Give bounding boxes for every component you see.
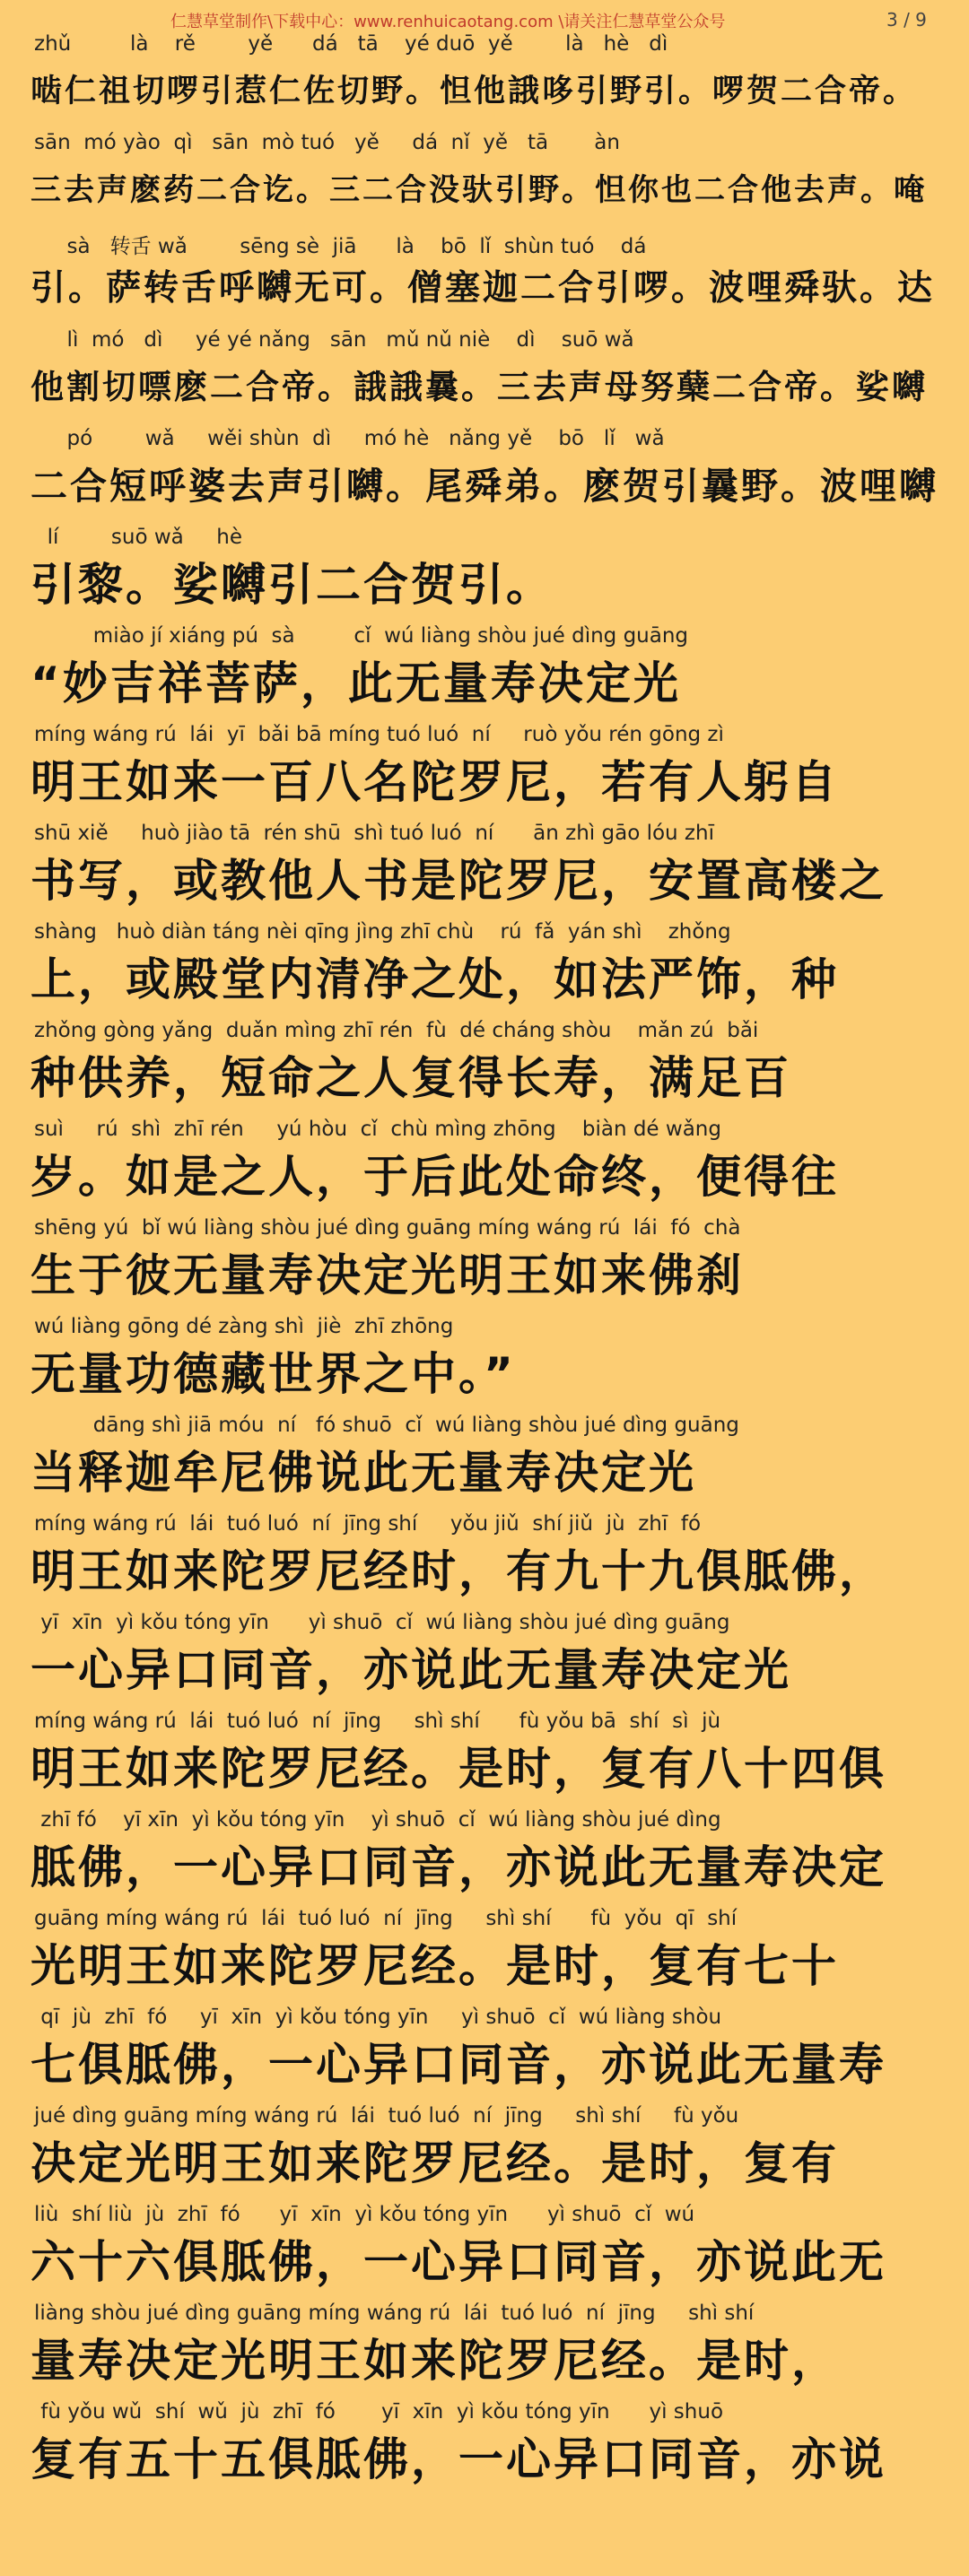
text-line: [31, 1112, 946, 1211]
pinyin-line: jué dìng guāng míng wáng rú lái tuó luó ní jīng shì shí fù yǒu: [34, 2104, 739, 2128]
pinyin-line: shēng yú bǐ wú liàng shòu jué dìng guāng míng wáng rú lái fó chà: [34, 1216, 741, 1240]
pinyin-line: sà 转舌 wǎ sēng sè jiā là bō lǐ shùn tuó dá: [34, 235, 647, 258]
text-line: [31, 718, 946, 816]
header-text: 仁慧草堂制作\下载中心：www.renhuicaotang.com \请关注仁慧草堂公众号: [170, 13, 726, 31]
hanzi-line: 岁。如是之人，于后此处命终，便得往: [31, 1151, 839, 1203]
pinyin-line: miào jí xiáng pú sà cǐ wú liàng shòu jué dìng guāng: [34, 624, 689, 648]
text-line: [31, 323, 946, 422]
text-line: [31, 2000, 946, 2099]
hanzi-line: 引黎。娑嚩引二合贺引。: [31, 559, 554, 611]
pinyin-line: zhǔ là rě yě dá tā yé duō yě là hè dì: [34, 32, 668, 56]
text-line: [31, 1310, 946, 1408]
pinyin-line: qī jù zhī fó yī xīn yì kǒu tóng yīn yì shuō cǐ wú liàng shòu: [34, 2006, 722, 2029]
hanzi-line: 七俱胝佛，一心异口同音，亦说此无量寿: [31, 2039, 886, 2091]
text-line: [31, 2099, 946, 2197]
pinyin-line: zhǒng gòng yǎng duǎn mìng zhī rén fù dé cháng shòu mǎn zú bǎi: [34, 1019, 759, 1042]
pinyin-line: liù shí liù jù zhī fó yī xīn yì kǒu tóng yīn yì shuō cǐ wú: [34, 2203, 695, 2226]
hanzi-line: 光明王如来陀罗尼经。是时，复有七十: [31, 1940, 839, 1992]
text-line: [31, 1902, 946, 2000]
text-line: [31, 1408, 946, 1507]
pinyin-line: shū xiě huò jiào tā rén shū shì tuó luó ní ān zhì gāo lóu zhī: [34, 822, 714, 845]
hanzi-line: 明王如来陀罗尼经时，有九十九俱胝佛，: [31, 1545, 886, 1597]
text-line: [31, 1803, 946, 1902]
text-line: [31, 1606, 946, 1704]
text-line: [31, 224, 946, 323]
pinyin-line: dāng shì jiā móu ní fó shuō cǐ wú liàng shòu jué dìng guāng: [34, 1414, 739, 1437]
pinyin-line: pó wǎ wěi shùn dì mó hè nǎng yě bō lǐ wǎ: [34, 427, 665, 450]
hanzi-line: 生于彼无量寿决定光明王如来佛刹: [31, 1249, 744, 1301]
text-line: [31, 2395, 946, 2493]
text-line: [31, 1507, 946, 1606]
text-line: [31, 422, 946, 520]
pinyin-line: shàng huò diàn táng nèi qīng jìng zhī chù rú fǎ yán shì zhǒng: [34, 920, 731, 944]
text-lines: [31, 27, 946, 2493]
hanzi-line: 上，或殿堂内清净之处，如法严饰，种: [31, 953, 839, 1005]
pinyin-line: míng wáng rú lái yī bǎi bā míng tuó luó ní ruò yǒu rén gōng zì: [34, 723, 724, 746]
text-line: [31, 27, 946, 126]
text-line: [31, 1211, 946, 1310]
text-line: [31, 2197, 946, 2296]
pinyin-line: guāng míng wáng rú lái tuó luó ní jīng shì shí fù yǒu qī shí: [34, 1907, 738, 1930]
pinyin-line: lí suō wǎ hè: [34, 526, 243, 549]
pinyin-line: sān mó yào qì sān mò tuó yě dá nǐ yě tā àn: [34, 131, 620, 154]
text-line: [31, 816, 946, 915]
text-line: [31, 915, 946, 1014]
hanzi-line: 书写，或教他人书是陀罗尼，安置高楼之: [31, 855, 886, 907]
text-line: [31, 619, 946, 718]
hanzi-line: 胝佛，一心异口同音，亦说此无量寿决定: [31, 1841, 886, 1893]
hanzi-line: 种供养，短命之人复得长寿，满足百: [31, 1052, 791, 1104]
pinyin-line: míng wáng rú lái tuó luó ní jīng shì shí fù yǒu bā shí sì jù: [34, 1710, 721, 1733]
hanzi-line: 无量功德藏世界之中。”: [31, 1348, 516, 1400]
hanzi-line: 明王如来一百八名陀罗尼，若有人躬自: [31, 756, 839, 808]
text-line: [31, 2296, 946, 2395]
hanzi-line: 决定光明王如来陀罗尼经。是时，复有: [31, 2137, 839, 2189]
pinyin-line: suì rú shì zhī rén yú hòu cǐ chù mìng zhōng biàn dé wǎng: [34, 1118, 721, 1141]
pinyin-line: fù yǒu wǔ shí wǔ jù zhī fó yī xīn yì kǒu tóng yīn yì shuō: [34, 2400, 724, 2424]
hanzi-line: 二合短呼婆去声引嚩。尾舜弟。麽贺引曩野。波哩嚩: [31, 465, 938, 508]
text-line: [31, 520, 946, 619]
pinyin-line: míng wáng rú lái tuó luó ní jīng shí yǒu jiǔ shí jiǔ jù zhī fó: [34, 1512, 702, 1536]
hanzi-line: 明王如来陀罗尼经。是时，复有八十四俱: [31, 1743, 886, 1795]
hanzi-line: 他割切嘌麽二合帝。誐誐曩。三去声母努蘖二合帝。娑嚩: [31, 368, 928, 406]
pinyin-line: zhī fó yī xīn yì kǒu tóng yīn yì shuō cǐ wú liàng shòu jué dìng: [34, 1808, 721, 1832]
hanzi-line: 三去声麽药二合讫。三二合没驮引野。怛你也二合他去声。唵: [31, 172, 927, 208]
hanzi-line: 量寿决定光明王如来陀罗尼经。是时，: [31, 2335, 839, 2387]
hanzi-line: “妙吉祥菩萨，此无量寿决定光: [31, 657, 681, 709]
page-number: 3 / 9: [886, 9, 927, 30]
hanzi-line: 复有五十五俱胝佛，一心异口同音，亦说: [31, 2433, 886, 2485]
text-line: [31, 126, 946, 224]
pinyin-line: lì mó dì yé yé nǎng sān mǔ nǔ niè dì suō wǎ: [34, 328, 634, 352]
hanzi-line: 一心异口同音，亦说此无量寿决定光: [31, 1644, 791, 1696]
hanzi-line: 引。萨转舌呼嚩无可。僧塞迦二合引啰。波哩舜驮。达: [31, 268, 936, 309]
pinyin-line: wú liàng gōng dé zàng shì jiè zhī zhōng: [34, 1315, 454, 1338]
pinyin-line: yī xīn yì kǒu tóng yīn yì shuō cǐ wú liàng shòu jué dìng guāng: [34, 1611, 730, 1634]
hanzi-line: 六十六俱胝佛，一心异口同音，亦说此无: [31, 2236, 886, 2288]
hanzi-line: 当释迦牟尼佛说此无量寿决定光: [31, 1447, 696, 1499]
text-line: [31, 1704, 946, 1803]
pinyin-line: liàng shòu jué dìng guāng míng wáng rú lái tuó luó ní jīng shì shí: [34, 2302, 755, 2325]
hanzi-line: 啮仁祖切啰引惹仁佐切野。怛他誐哆引野引。啰贺二合帝。: [31, 74, 918, 109]
text-line: [31, 1014, 946, 1112]
